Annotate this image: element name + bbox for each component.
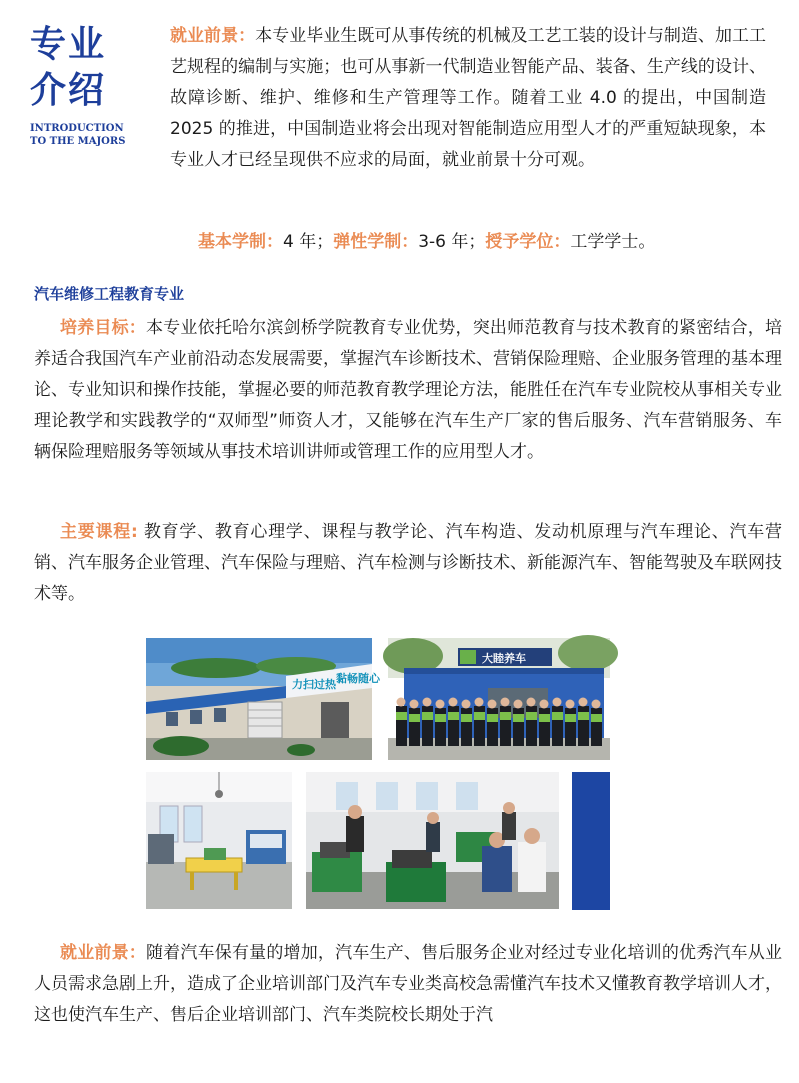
courses-label: 主要课程: xyxy=(60,522,138,542)
section-title-line1: 专业 xyxy=(30,24,107,65)
degree-value: 工学学士。 xyxy=(570,232,656,252)
section-title-block xyxy=(30,22,160,148)
goal-label: 培养目标： xyxy=(60,318,146,338)
photo-workshop-room xyxy=(146,772,292,909)
photo1-sign-b: 黏畅随心 xyxy=(336,672,380,685)
study-info xyxy=(198,227,758,258)
photo1-sign-a: 力扫过热 xyxy=(292,678,336,691)
photo2-sign: 大睦养车 xyxy=(482,652,526,665)
prospect-text: 随着汽车保有量的增加，汽车生产、售后服务企业对经过专业化培训的优秀汽车从业人员需求急剧上升，造成了企业培训部门及汽车专业类高校急需懂汽车技术又懂教育教学培训人才，这也使汽车生产、售后企业培训部门、汽车类院校长期处于汽 xyxy=(34,943,783,1025)
goal-paragraph xyxy=(34,313,782,468)
courses-text: 教育学、教育心理学、课程与教学论、汽车构造、发动机原理与汽车理论、汽车营销、汽车服务企业管理、汽车保险与理赔、汽车检测与诊断技术、新能源汽车、智能驾驶及车联网技术等。 xyxy=(34,522,782,604)
duration-value: 4 年； xyxy=(283,232,334,252)
goal-text: 本专业依托哈尔滨剑桥学院教育专业优势，突出师范教育与技术教育的紧密结合，培养适合我国汽车产业前沿动态发展需要，掌握汽车诊断技术、营销保险理赔、企业服务管理的基本理论、专业知识和操作技能，掌握必要的师范教育教学理论方法，能胜任在汽车专业院校从事相关专业理论教学和实践教学的“双师型”师资人才，又能够在汽车生产厂家的售后服务、汽车营销服务、车辆保险理赔服务等领域从事技术培训讲师或管理工作的应用型人才。 xyxy=(34,318,783,462)
section-subtitle-line2: TO THE MAJORS xyxy=(30,136,126,147)
section-title-line2: 介绍 xyxy=(30,70,107,111)
degree-label: 授予学位： xyxy=(485,232,571,252)
flex-value: 3-6 年； xyxy=(418,232,486,252)
intro-label: 就业前景： xyxy=(170,26,256,46)
decorative-blue-bar xyxy=(572,772,610,910)
section-subtitle-line1: INTRODUCTION xyxy=(30,123,124,134)
prospect-paragraph xyxy=(34,938,782,1031)
photo-students-engine-lab xyxy=(306,772,559,909)
courses-paragraph xyxy=(34,517,782,610)
photo-building-exterior xyxy=(146,638,380,760)
major-heading: 汽车维修工程教育专业 xyxy=(34,285,185,303)
prospect-label: 就业前景： xyxy=(60,943,146,963)
flex-label: 弹性学制： xyxy=(333,232,419,252)
photo-team-group xyxy=(388,638,610,760)
duration-label: 基本学制： xyxy=(198,232,283,252)
intro-paragraph xyxy=(170,21,766,176)
intro-text: 本专业毕业生既可从事传统的机械及工艺工装的设计与制造、加工工艺规程的编制与实施；也可从事新一代制造业智能产品、装备、生产线的设计、故障诊断、维护、维修和生产管理等工作。随着工业 4.0 的提出，中国制造 2025 的推进，中国制造业将会出现对智能制造应用型人才的严重短缺现象，本专业人才已经呈现供不应求的局面，就业前景十分可观。 xyxy=(170,26,767,170)
